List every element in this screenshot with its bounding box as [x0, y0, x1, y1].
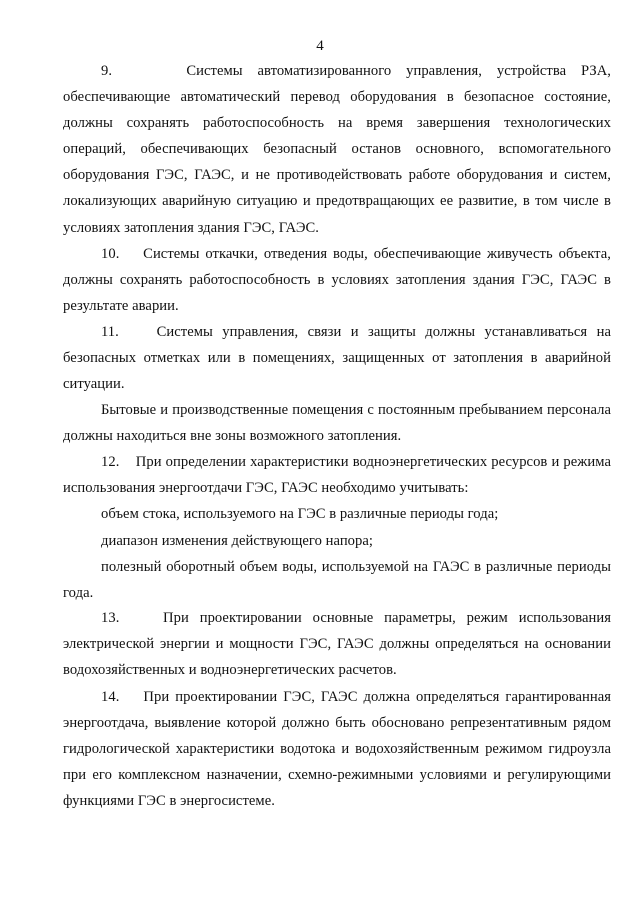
paragraph-12: 12. При определении характеристики водноэнергетических ресурсов и режима использования энергоотдачи ГЭС, ГАЭС необходимо учитывать:	[63, 454, 611, 497]
paragraph-13: 13. При проектировании основные параметры, режим использования электрической энергии и мощности ГЭС, ГАЭС должны определяться на основании водохозяйственных и водноэнергетических расчетов.	[63, 610, 611, 679]
paragraph-11: 11. Системы управления, связи и защиты должны устанавливаться на безопасных отметках или в помещениях, защищенных от затопления в аварийной ситуации.	[63, 324, 611, 393]
paragraph-10: 10. Системы откачки, отведения воды, обеспечивающие живучесть объекта, должны сохранять работоспособность в условиях затопления здания ГЭС, ГАЭС в результате аварии.	[63, 246, 611, 315]
paragraph-12-item-1: объем стока, используемого на ГЭС в различные периоды года;	[101, 506, 499, 522]
paragraph-9: 9. Системы автоматизированного управления, устройства РЗА, обеспечивающие автоматический перевод оборудования в безопасное состояние, должны сохранять работоспособность на время завершения технологических операций, обеспечивающих безопасный останов основного, вспомогательного оборудования ГЭС, ГАЭС, и не противодействовать работе оборудования и систем, локализующих аварийную ситуацию и предотвращающих ее развитие, в том числе в условиях затопления здания ГЭС, ГАЭС.	[63, 63, 611, 236]
paragraph-11-continued: Бытовые и производственные помещения с постоянным пребыванием персонала должны находиться вне зоны возможного затопления.	[63, 402, 611, 445]
paragraph-12-item-2: диапазон изменения действующего напора;	[101, 533, 374, 549]
paragraph-14: 14. При проектировании ГЭС, ГАЭС должна определяться гарантированная энергоотдача, выявление которой должно быть обосновано репрезентативным рядом гидрологической характеристики водотока и водохозяйственным режимом гидроузла при его комплексном назначении, схемно-режимными условиями и регулирующими функциями ГЭС в энергосистеме.	[63, 689, 611, 810]
page-number: 4	[316, 38, 324, 54]
paragraph-12-item-3: полезный оборотный объем воды, используемой на ГАЭС в различные периоды года.	[63, 559, 611, 602]
